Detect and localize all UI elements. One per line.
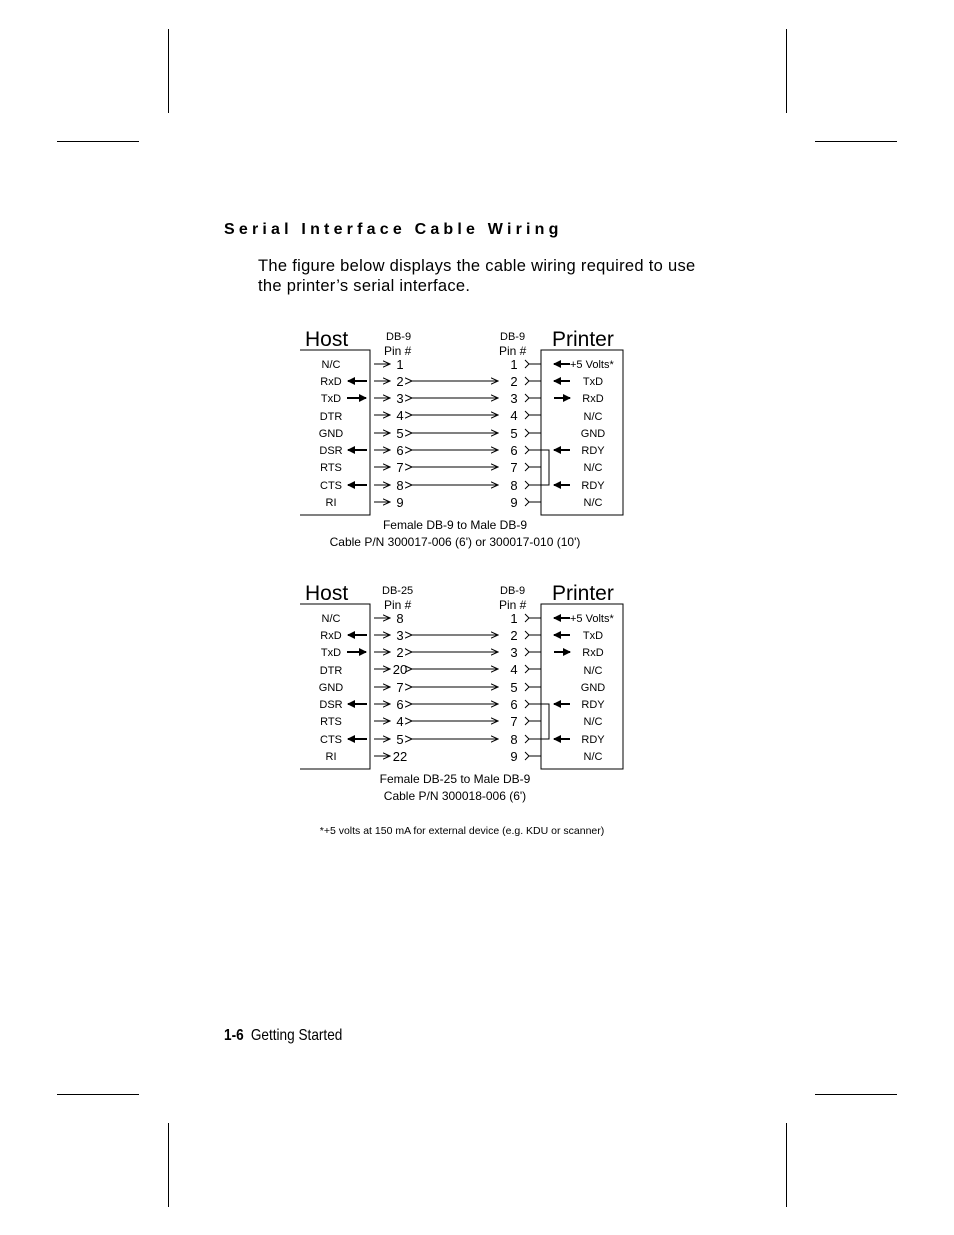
crop-mark-top-right-horizontal (815, 141, 897, 142)
printer-signal: TxD (582, 630, 604, 642)
host-signal: DSR (319, 699, 343, 711)
footer-section: Getting Started (250, 1027, 343, 1044)
printer-pin: 3 (510, 645, 518, 660)
host-pin-arrows (374, 364, 390, 502)
printer-pin: 1 (510, 611, 518, 626)
host-signal: CTS (320, 734, 342, 746)
printer-pin-tails (525, 614, 541, 760)
host-pin: 7 (396, 460, 404, 475)
host-pin: 7 (396, 680, 404, 695)
printer-pin: 9 (510, 749, 518, 764)
printer-title: Printer (552, 328, 614, 351)
printer-signal: +5 Volts* (570, 359, 614, 371)
printer-rdy-bridge (541, 450, 549, 485)
crop-mark-bottom-right-horizontal (815, 1094, 897, 1095)
cable-wires (412, 381, 498, 485)
printer-signal: GND (580, 428, 606, 440)
host-signal: DTR (319, 411, 343, 423)
printer-pin: 4 (510, 408, 518, 423)
printer-pin: 2 (510, 374, 518, 389)
host-pin: 2 (396, 374, 404, 389)
host-pin: 8 (396, 611, 404, 626)
printer-signal: GND (580, 682, 606, 694)
host-pin: 3 (396, 391, 404, 406)
host-signal: CTS (320, 480, 342, 492)
printer-signal: RDY (581, 445, 605, 457)
wiring-diagram-svg (300, 318, 660, 858)
host-signal: N/C (321, 359, 341, 371)
host-pin: 1 (396, 357, 404, 372)
printer-signal: +5 Volts* (570, 613, 614, 625)
diagram-caption-line-2: Cable P/N 300018-006 (6') (383, 789, 527, 803)
printer-pin: 8 (510, 732, 518, 747)
host-pin-header: Pin # (384, 598, 412, 612)
diagram-caption-line-1: Female DB-9 to Male DB-9 (382, 518, 528, 532)
printer-signal: N/C (583, 751, 603, 763)
host-connector-label: DB-25 (382, 585, 414, 597)
printer-pin: 3 (510, 391, 518, 406)
host-pin: 3 (396, 628, 404, 643)
host-signal: RxD (320, 630, 342, 642)
printer-pin-tails (525, 360, 541, 506)
host-connector-label: DB-9 (386, 331, 412, 343)
printer-signal: N/C (583, 716, 603, 728)
printer-signal: N/C (583, 411, 603, 423)
printer-pin: 7 (510, 460, 518, 475)
host-pin: 2 (396, 645, 404, 660)
host-signal: RxD (320, 376, 342, 388)
printer-signal: RxD (582, 647, 604, 659)
section-title: Serial Interface Cable Wiring (224, 221, 563, 238)
host-pin: 6 (396, 697, 404, 712)
wiring-figure (300, 318, 660, 863)
intro-paragraph: The figure below displays the cable wiring required to use the printer’s serial interface. (258, 257, 696, 295)
host-signal: TxD (320, 393, 342, 405)
host-pin-arrows (374, 618, 390, 756)
printer-signal: RxD (582, 393, 604, 405)
host-title: Host (305, 328, 349, 351)
crop-mark-bottom-left-vertical (168, 1123, 169, 1207)
diagram-caption-line-2: Cable P/N 300017-006 (6') or 300017-010 (10') (329, 535, 581, 549)
host-pin: 5 (396, 732, 404, 747)
footnote: *+5 volts at 150 mA for external device (e.g. KDU or scanner) (319, 825, 605, 837)
host-signal: GND (318, 428, 344, 440)
crop-mark-top-left-vertical (168, 29, 169, 113)
printer-signal: N/C (583, 462, 603, 474)
host-pin-header: Pin # (384, 344, 412, 358)
host-signal: GND (318, 682, 344, 694)
printer-pin: 9 (510, 495, 518, 510)
page-number: 1-6 (224, 1027, 244, 1044)
host-signal: RTS (320, 716, 342, 728)
host-signal: TxD (320, 647, 342, 659)
printer-pin: 7 (510, 714, 518, 729)
printer-signal: RDY (581, 480, 605, 492)
crop-mark-top-right-vertical (786, 29, 787, 113)
printer-pin: 5 (510, 680, 518, 695)
printer-pin: 1 (510, 357, 518, 372)
page-footer (224, 1027, 342, 1045)
host-signal: RTS (320, 462, 342, 474)
printer-signal: N/C (583, 497, 603, 509)
printer-rdy-bridge (541, 704, 549, 739)
printer-connector-label: DB-9 (500, 331, 526, 343)
crop-mark-bottom-right-vertical (786, 1123, 787, 1207)
printer-pin: 2 (510, 628, 518, 643)
host-pin: 4 (396, 714, 404, 729)
host-signal: DSR (319, 445, 343, 457)
host-signal: RI (325, 497, 337, 509)
diagram-db25 (300, 582, 623, 803)
printer-pin: 8 (510, 478, 518, 493)
printer-pin: 5 (510, 426, 518, 441)
printer-signal: TxD (582, 376, 604, 388)
printer-pin: 6 (510, 697, 518, 712)
printer-title: Printer (552, 582, 614, 605)
printer-signal: N/C (583, 665, 603, 677)
crop-mark-top-left-horizontal (57, 141, 139, 142)
printer-pin: 6 (510, 443, 518, 458)
diagram-caption-line-1: Female DB-25 to Male DB-9 (379, 772, 531, 786)
printer-pin-header: Pin # (499, 598, 527, 612)
host-signal: RI (325, 751, 337, 763)
host-pin: 9 (396, 495, 404, 510)
host-pin: 5 (396, 426, 404, 441)
host-pin: 4 (396, 408, 404, 423)
printer-pin-header: Pin # (499, 344, 527, 358)
printer-signal: RDY (581, 734, 605, 746)
host-pin: 8 (396, 478, 404, 493)
diagram-db9 (300, 328, 623, 549)
host-pin: 20 (392, 662, 408, 677)
host-pin: 22 (392, 749, 408, 764)
printer-connector-label: DB-9 (500, 585, 526, 597)
host-title: Host (305, 582, 349, 605)
host-signal: N/C (321, 613, 341, 625)
printer-signal: RDY (581, 699, 605, 711)
cable-wires (412, 635, 498, 739)
printer-pin: 4 (510, 662, 518, 677)
crop-mark-bottom-left-horizontal (57, 1094, 139, 1095)
host-pin: 6 (396, 443, 404, 458)
host-signal: DTR (319, 665, 343, 677)
